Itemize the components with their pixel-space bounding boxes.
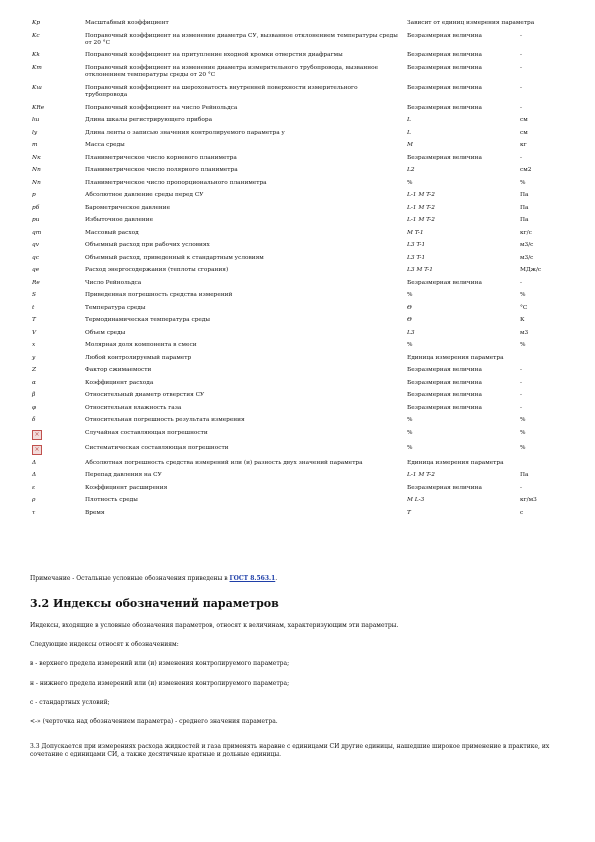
description-cell: Относительная погрешность результата измерения (85, 417, 245, 424)
dimension-cell: Безразмерная величина (407, 484, 482, 491)
dimension-cell: M T-1 (407, 229, 424, 236)
table-row (30, 130, 570, 137)
description-cell: Поправочный коэффициент на изменение диаметра СУ, вызванное отклонением температуры среды от 20 °С (85, 32, 398, 46)
table-row (30, 292, 570, 299)
paragraph-1: Индексы, входящие в условные обозначения параметров, относят к величинам, характеризующим эти параметры. (30, 622, 399, 629)
symbol-cell: Nп (32, 179, 41, 186)
description-cell: Массовый расход (85, 229, 139, 236)
table-row (30, 167, 570, 174)
symbol-cell: S (32, 292, 36, 299)
dimension-cell: % (407, 342, 413, 349)
description-cell: Приведенная погрешность средства измерений (85, 292, 233, 299)
dimension-cell: Безразмерная величина (407, 52, 482, 59)
dimension-cell: L2 (407, 167, 415, 174)
unit-cell: % (520, 429, 526, 436)
symbol-cell: qe (32, 267, 40, 274)
table-row (30, 117, 570, 124)
note-end: . (275, 575, 278, 582)
paragraph-3: в - верхнего предела измерений или (и) изменения контролируемого параметра; (30, 660, 290, 667)
table-row (30, 105, 570, 112)
unit-cell: МДж/с (520, 267, 542, 274)
dimension-cell: M (407, 142, 413, 149)
symbol-cell: Re (32, 279, 40, 286)
symbol-cell (30, 445, 85, 455)
unit-cell: см (520, 129, 528, 136)
symbol-cell: Kш (32, 84, 42, 91)
table-row (30, 485, 570, 492)
description-cell: Время (85, 509, 105, 516)
description-cell: Поправочный коэффициент на шероховатость внутренней поверхности измерительного трубопровода (85, 84, 358, 99)
symbol-cell: Kp (32, 20, 41, 26)
description-cell: Поправочный коэффициент на число Рейнольдса (85, 104, 238, 111)
description-cell: Относительная влажность газа (85, 404, 182, 411)
description-cell: Термодинамическая температура среды (85, 317, 211, 324)
table-row (30, 417, 570, 424)
table-row (30, 242, 570, 249)
broken-image-icon: × (32, 430, 42, 440)
dimension-cell: % (407, 417, 413, 424)
note-text: Примечание - Остальные условные обозначения приведены в (30, 575, 230, 582)
description-cell: Любой контролируемый параметр (85, 354, 192, 361)
dimension-cell: Безразмерная величина (407, 64, 482, 71)
dimension-cell: Безразмерная величина (407, 32, 482, 39)
symbol-cell: Nк (32, 154, 41, 161)
description-cell: Плотность среды (85, 497, 138, 504)
unit-cell: % (520, 179, 526, 186)
broken-image-icon: × (32, 445, 42, 455)
unit-cell: - (520, 279, 522, 286)
table-row (30, 155, 570, 162)
description-cell: Поправочный коэффициент на притупление входной кромки отверстия диафрагмы (85, 52, 343, 59)
paragraph-5: с - стандартных условий; (30, 699, 110, 706)
table-row (30, 305, 570, 312)
description-cell: Планиметрическое число полярного планиметра (85, 167, 238, 174)
dimension-cell: % (407, 444, 413, 451)
symbol-cell: y (32, 354, 36, 361)
unit-cell: - (520, 379, 522, 386)
dimension-cell: L3 (407, 329, 415, 336)
table-row (30, 255, 570, 262)
description-cell: Объем среды (85, 329, 126, 336)
dimension-cell: Единица измерения параметра (407, 354, 504, 361)
description-cell: Масса среды (85, 142, 125, 149)
description-cell: Объемный расход при рабочих условиях (85, 242, 210, 249)
symbol-cell: V (32, 329, 37, 336)
unit-cell: % (520, 417, 526, 424)
description-cell: Расход энергосодержания (теплоты сгорания) (85, 267, 229, 274)
symbol-cell: pб (32, 204, 40, 211)
unit-cell: м3 (520, 329, 529, 336)
table-row (30, 355, 570, 362)
paragraph-4: н - нижнего предела измерений или (и) изменения контролируемого параметра; (30, 680, 290, 687)
unit-cell: - (520, 484, 522, 491)
symbols-table (30, 20, 570, 522)
dimension-cell: Безразмерная величина (407, 84, 482, 91)
table-row (30, 267, 570, 274)
table-row (30, 497, 570, 504)
unit-cell: кг/м3 (520, 497, 537, 504)
symbol-cell: τ (32, 509, 36, 516)
symbol-cell: lш (32, 117, 40, 124)
table-row (30, 142, 570, 149)
dimension-cell: % (407, 292, 413, 299)
dimension-cell: Безразмерная величина (407, 367, 482, 374)
note (30, 575, 277, 583)
dimension-cell: Безразмерная величина (407, 404, 482, 411)
table-row (30, 342, 570, 349)
dimension-cell: % (407, 179, 413, 186)
table-row (30, 52, 570, 59)
table-row (30, 85, 570, 100)
unit-cell: Па (520, 204, 529, 211)
unit-cell: см (520, 117, 528, 124)
symbol-cell: Kk (32, 52, 40, 59)
unit-cell: - (520, 104, 522, 111)
description-cell: Перепад давления на СУ (85, 472, 162, 479)
dimension-cell: % (407, 429, 413, 436)
table-row (30, 205, 570, 212)
table-row (30, 33, 570, 48)
dimension-cell: L-1 M T-2 (407, 204, 435, 211)
symbol-cell: δ (32, 417, 36, 424)
unit-cell: °С (520, 304, 528, 311)
table-row (30, 430, 570, 440)
symbol-cell: φ (32, 404, 37, 411)
table-row (30, 65, 570, 80)
symbol-cell: β (32, 392, 36, 399)
description-cell: Масштабный коэффициент (85, 20, 169, 26)
symbol-cell: p (32, 192, 36, 199)
unit-cell: - (520, 392, 522, 399)
symbol-cell: KRe (32, 104, 45, 111)
unit-cell: % (520, 292, 526, 299)
unit-cell: Па (520, 192, 529, 199)
description-cell: Абсолютная погрешность средства измерений или (и) разность двух значений параметра (85, 459, 363, 466)
dimension-cell: Безразмерная величина (407, 392, 482, 399)
unit-cell: - (520, 404, 522, 411)
unit-cell: с (520, 509, 524, 516)
symbol-cell: qm (32, 229, 42, 236)
unit-cell: - (520, 84, 522, 91)
unit-cell: кг/с (520, 229, 532, 236)
dimension-cell: L-1 M T-2 (407, 472, 435, 479)
unit-cell: Па (520, 217, 529, 224)
symbol-cell: Z (32, 367, 37, 374)
unit-cell: - (520, 32, 522, 39)
description-cell: Поправочный коэффициент на изменение диаметра измерительного трубопровода, вызванное отклонением температуры среды от 20 °С (85, 64, 379, 79)
table-row (30, 367, 570, 374)
table-row (30, 460, 570, 467)
symbol-cell: pи (32, 217, 40, 224)
table-row (30, 317, 570, 324)
description-cell: Планиметрическое число пропорционального планиметра (85, 179, 267, 186)
symbol-cell: ε (32, 484, 36, 491)
symbol-cell: α (32, 379, 36, 386)
description-cell: Систематическая составляющая погрешности (85, 444, 229, 451)
dimension-cell: L-1 M T-2 (407, 192, 435, 199)
dimension-cell: L3 T-1 (407, 242, 426, 249)
unit-cell: м3/с (520, 254, 534, 261)
dimension-cell: Θ (407, 304, 412, 311)
dimension-cell: Безразмерная величина (407, 279, 482, 286)
table-row (30, 330, 570, 337)
dimension-cell: L (407, 129, 411, 136)
description-cell: Планиметрическое число корневого планиметра (85, 154, 237, 161)
unit-cell: К (520, 317, 525, 324)
paragraph-7: 3.3 Допускается при измерениях расхода жидкостей и газа применять наравне с единицами СИ другие единицы, нашедшие широкое применение в практике, их сочетание с единицами СИ, а также десятичные кратные и дольные единицы. (30, 743, 550, 758)
table-row (30, 20, 570, 27)
unit-cell: см2 (520, 167, 532, 174)
description-cell: Барометрическое давление (85, 204, 171, 211)
table-row (30, 230, 570, 237)
dimension-cell: Безразмерная величина (407, 154, 482, 161)
description-cell: Число Рейнольдса (85, 279, 142, 286)
unit-cell: м3/с (520, 242, 534, 249)
symbol-cell: ρ (32, 497, 36, 504)
symbol-cell: Kт (32, 64, 42, 71)
description-cell: Абсолютное давление среды перед СУ (85, 192, 204, 199)
dimension-cell: Безразмерная величина (407, 104, 482, 111)
unit-cell: Па (520, 472, 529, 479)
description-cell: Относительный диаметр отверстия СУ (85, 392, 205, 399)
dimension-cell: M L-3 (407, 497, 425, 504)
symbol-cell: x (32, 342, 36, 349)
symbol-cell: Kc (32, 32, 40, 39)
description-cell: Объемный расход, приведенный к стандартным условиям (85, 254, 264, 261)
description-cell: Длина шкалы регистрирующего прибора (85, 117, 213, 124)
table-row (30, 192, 570, 199)
table-row (30, 405, 570, 412)
symbol-cell: qc (32, 254, 39, 261)
symbol-cell: m (32, 142, 38, 149)
unit-cell: - (520, 367, 522, 374)
table-row (30, 510, 570, 517)
unit-cell: % (520, 444, 526, 451)
description-cell: Избыточное давление (85, 217, 154, 224)
description-cell: Длина ленты о записью значения контролируемого параметра y (85, 129, 285, 136)
unit-cell: % (520, 342, 526, 349)
table-row (30, 445, 570, 455)
gost-link[interactable]: ГОСТ 8.563.1 (229, 575, 276, 582)
symbol-cell: ly (32, 129, 38, 136)
dimension-cell: T (407, 509, 411, 516)
table-row (30, 392, 570, 399)
unit-cell: - (520, 154, 522, 161)
dimension-cell: L-1 M T-2 (407, 217, 435, 224)
table-row (30, 217, 570, 224)
description-cell: Коэффициент расширения (85, 484, 168, 491)
table-row (30, 472, 570, 479)
dimension-cell: Единица измерения параметра (407, 459, 504, 466)
symbol-cell: qv (32, 242, 39, 249)
dimension-cell: L3 M T-1 (407, 267, 433, 274)
table-row (30, 180, 570, 187)
table-row (30, 380, 570, 387)
description-cell: Фактор сжимаемости (85, 367, 152, 374)
description-cell: Температура среды (85, 304, 146, 311)
description-cell: Случайная составляющая погрешности (85, 429, 208, 436)
symbol-cell: Nп (32, 167, 41, 174)
paragraph-2: Следующие индексы относят к обозначениям: (30, 641, 179, 648)
dimension-cell: Безразмерная величина (407, 379, 482, 386)
unit-cell: - (520, 52, 522, 59)
dimension-cell: Зависит от единиц измерения параметра (407, 20, 535, 26)
description-cell: Коэффициент расхода (85, 379, 154, 386)
section-title: 3.2 Индексы обозначений параметров (30, 597, 279, 610)
symbol-cell: Δ (32, 459, 37, 466)
description-cell: Молярная доля компонента в смеси (85, 342, 197, 349)
symbol-cell (30, 430, 85, 440)
dimension-cell: L3 T-1 (407, 254, 426, 261)
table-row (30, 280, 570, 287)
dimension-cell: L (407, 117, 411, 124)
dimension-cell: Θ (407, 317, 412, 324)
paragraph-6: <-» (черточка над обозначением параметра) - среднего значения параметра. (30, 718, 278, 725)
unit-cell: - (520, 64, 522, 71)
symbol-cell: t (32, 304, 35, 311)
symbol-cell: Δ (32, 472, 37, 479)
symbol-cell: T (32, 317, 36, 324)
unit-cell: кг (520, 142, 527, 149)
